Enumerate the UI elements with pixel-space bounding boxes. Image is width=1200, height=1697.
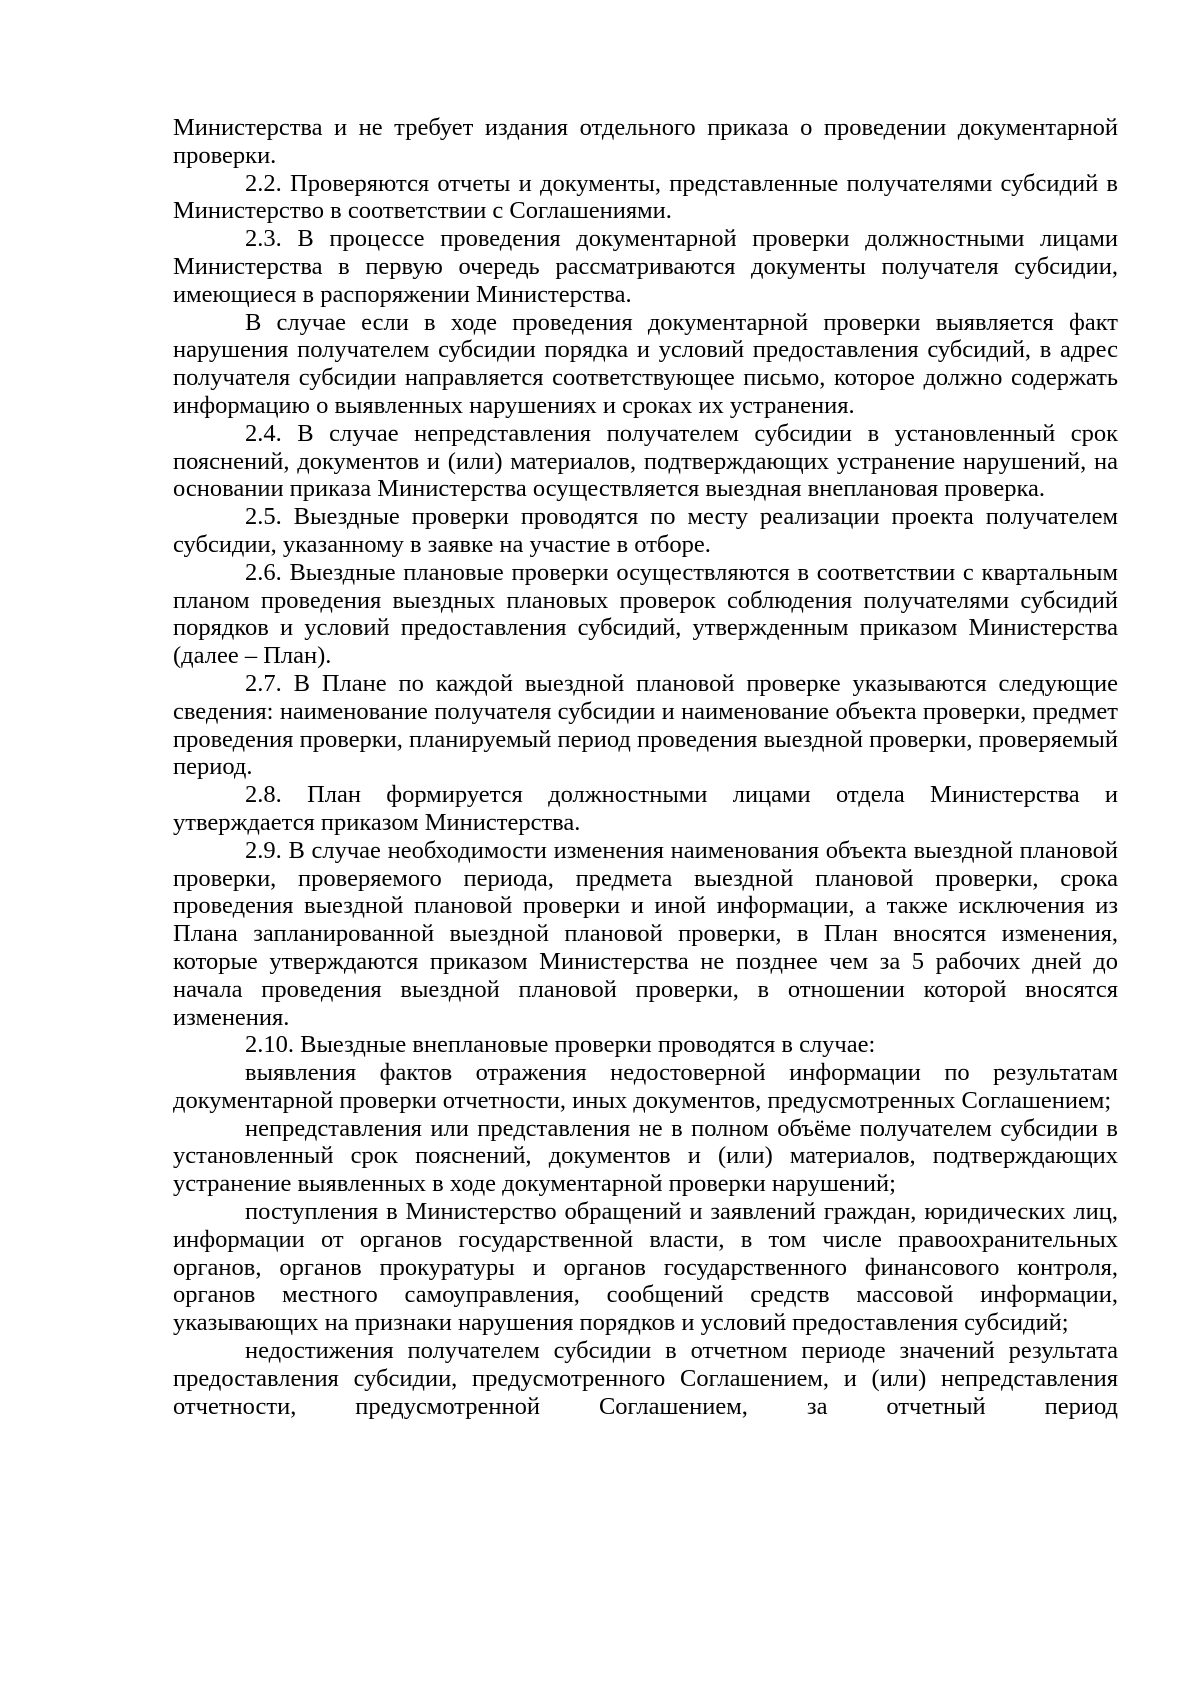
paragraph-2-7: 2.7. В Плане по каждой выездной плановой проверке указываются следующие сведения: наименование получателя субсидии и наименование объекта проверки, предмет проведения проверки, планируемый период проведения выездной проверки, проверяемый период. xyxy=(173,669,1118,781)
list-item-appeals: поступления в Министерство обращений и заявлений граждан, юридических лиц, информации от органов государственной власти, в том числе правоохранительных органов, органов прокуратуры и органов государственного финансового контроля, органов местного самоуправления, сообщений средств массовой информации, указывающих на признаки нарушения порядков и условий предоставления субсидий; xyxy=(173,1198,1118,1337)
list-item-non-submission: непредставления или представления не в полном объёме получателем субсидии в установленный срок пояснений, документов и (или) материалов, подтверждающих устранение выявленных в ходе документарной проверки нарушений; xyxy=(173,1114,1118,1198)
list-item-inaccurate-info: выявления фактов отражения недостоверной информации по результатам документарной проверки отчетности, иных документов, предусмотренных Соглашением; xyxy=(173,1059,1118,1114)
paragraph-2-10: 2.10. Выездные внеплановые проверки проводятся в случае: xyxy=(245,1031,876,1059)
paragraph-continuation: Министерства и не требует издания отдельного приказа о проведении документарной проверки. xyxy=(173,114,1118,169)
paragraph-2-2: 2.2. Проверяются отчеты и документы, представленные получателями субсидий в Министерство в соответствии с Соглашениями. xyxy=(173,169,1118,225)
paragraph-2-8: 2.8. План формируется должностными лицами отдела Министерства и утверждается приказом Министерства. xyxy=(173,781,1118,836)
paragraph-violation-letter: В случае если в ходе проведения документарной проверки выявляется факт нарушения получателем субсидии порядка и условий предоставления субсидий, в адрес получателя субсидии направляется соответствующее письмо, которое должно содержать информацию о выявленных нарушениях и сроках их устранения. xyxy=(173,308,1118,419)
paragraph-2-6: 2.6. Выездные плановые проверки осуществляются в соответствии с квартальным планом проведения выездных плановых проверок соблюдения получателями субсидий порядков и условий предоставления субсидий, утвержденным приказом Министерства (далее – План). xyxy=(173,558,1118,670)
paragraph-2-9: 2.9. В случае необходимости изменения наименования объекта выездной плановой проверки, проверяемого периода, предмета выездной плановой проверки, срока проведения выездной плановой проверки и иной информации, а также исключения из Плана запланированной выездной плановой проверки, в План вносятся изменения, которые утверждаются приказом Министерства не позднее чем за 5 рабочих дней до начала проведения выездной плановой проверки, в отношении которой вносятся изменения. xyxy=(173,836,1118,1031)
list-item-non-achievement: недостижения получателем субсидии в отчетном периоде значений результата предоставления субсидии, предусмотренного Соглашением, и (или) непредставления отчетности, предусмотренной Соглашением, за отчетный период xyxy=(173,1337,1118,1420)
paragraph-2-4: 2.4. В случае непредставления получателем субсидии в установленный срок пояснений, документов и (или) материалов, подтверждающих устранение нарушений, на основании приказа Министерства осуществляется выездная внеплановая проверка. xyxy=(173,419,1118,503)
paragraph-2-3: 2.3. В процессе проведения документарной проверки должностными лицами Министерства в первую очередь рассматриваются документы получателя субсидии, имеющиеся в распоряжении Министерства. xyxy=(173,225,1118,308)
document-body xyxy=(173,114,1118,1420)
paragraph-2-5: 2.5. Выездные проверки проводятся по месту реализации проекта получателем субсидии, указанному в заявке на участие в отборе. xyxy=(173,503,1118,558)
